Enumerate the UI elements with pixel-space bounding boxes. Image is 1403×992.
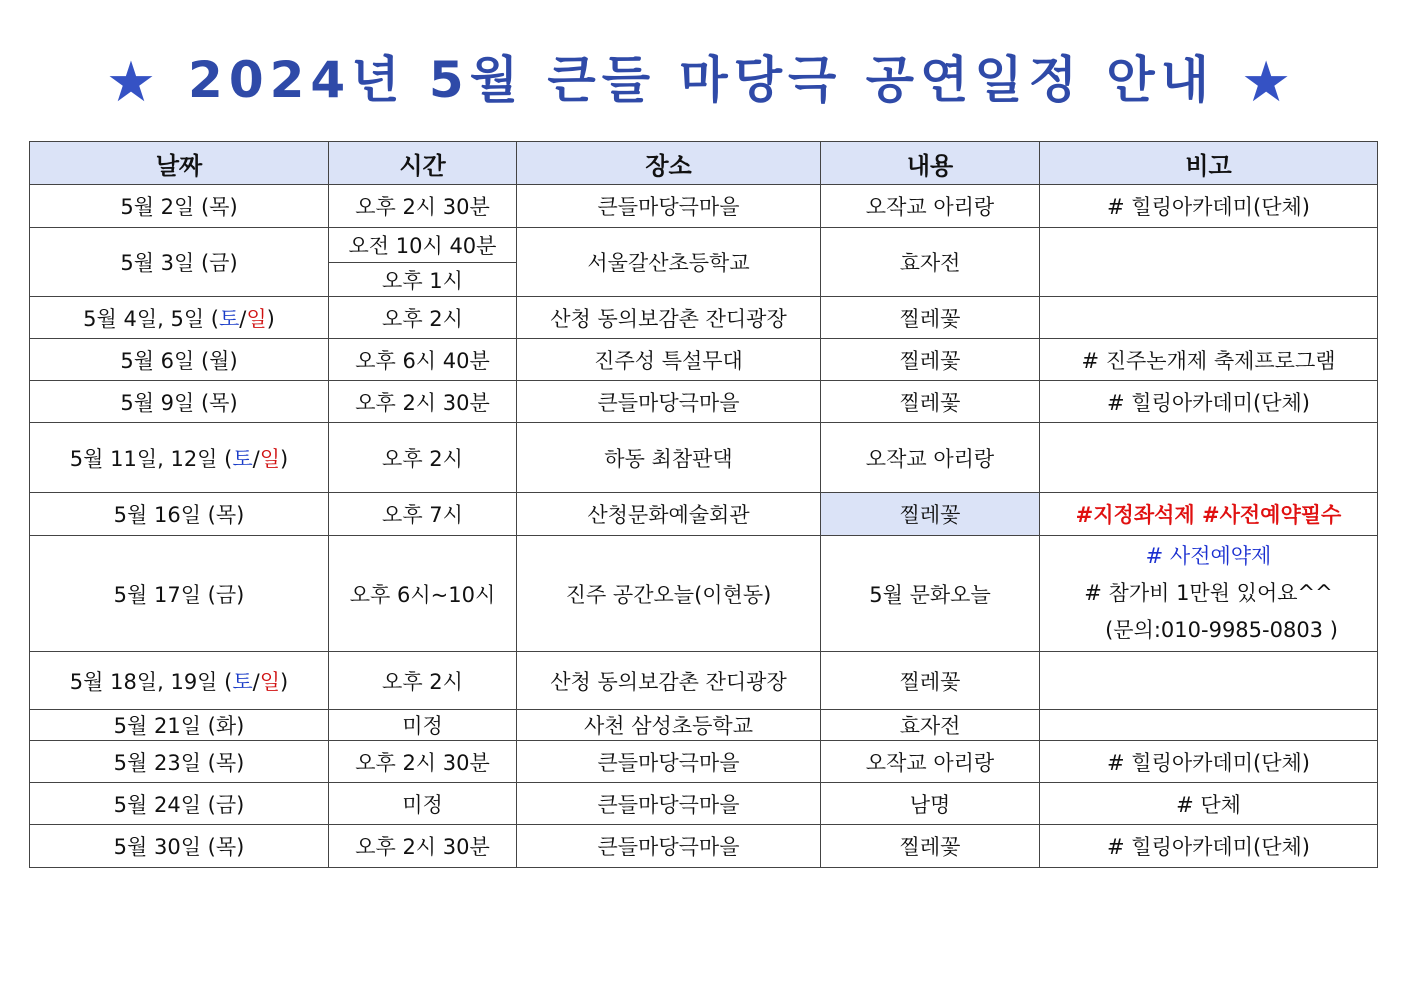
cell-place: 큰들마당극마을 (517, 741, 821, 783)
cell-time: 오후 2시 30분 (329, 381, 517, 423)
header-row (30, 142, 1378, 185)
table-row (30, 339, 1378, 381)
date-slash: / (252, 446, 260, 471)
table-row (30, 493, 1378, 536)
table-row (30, 783, 1378, 825)
cell-content: 오작교 아리랑 (821, 423, 1040, 493)
cell-date: 5월 16일 (목) (30, 493, 329, 536)
table-row (30, 297, 1378, 339)
table-row (30, 652, 1378, 710)
cell-note: # 힐링아카데미(단체) (1040, 741, 1378, 783)
cell-time: 오후 1시 (329, 263, 517, 297)
cell-time: 미정 (329, 710, 517, 741)
header-note: 비고 (1040, 142, 1378, 185)
table-row (30, 228, 1378, 263)
cell-time: 오전 10시 40분 (329, 228, 517, 263)
date-close: ) (280, 669, 289, 694)
cell-note: # 진주논개제 축제프로그램 (1040, 339, 1378, 381)
date-close: ) (280, 446, 289, 471)
cell-content: 찔레꽃 (821, 297, 1040, 339)
cell-time: 오후 2시 30분 (329, 741, 517, 783)
header-content: 내용 (821, 142, 1040, 185)
cell-note: # 힐링아카데미(단체) (1040, 381, 1378, 423)
cell-content: 남명 (821, 783, 1040, 825)
saturday-mark: 토 (232, 446, 253, 471)
sunday-mark: 일 (259, 446, 281, 471)
page-title (0, 40, 1403, 115)
cell-place: 하동 최참판댁 (517, 423, 821, 493)
cell-time: 오후 7시 (329, 493, 517, 536)
schedule-table (29, 141, 1378, 868)
cell-content: 찔레꽃 (821, 339, 1040, 381)
cell-note: # 단체 (1040, 783, 1378, 825)
cell-date: 5월 21일 (화) (30, 710, 329, 741)
table-row (30, 423, 1378, 493)
cell-note (1040, 228, 1378, 297)
table-row (30, 381, 1378, 423)
cell-note (1040, 710, 1378, 741)
cell-note: #지정좌석제 #사전예약필수 (1040, 493, 1378, 536)
cell-content: 효자전 (821, 710, 1040, 741)
cell-content: 찔레꽃 (821, 652, 1040, 710)
cell-date: 5월 6일 (월) (30, 339, 329, 381)
table-row (30, 741, 1378, 783)
cell-content: 찔레꽃 (821, 381, 1040, 423)
star-icon-right: ★ (1240, 50, 1298, 115)
cell-place: 진주성 특설무대 (517, 339, 821, 381)
cell-time: 오후 6시 40분 (329, 339, 517, 381)
table-row (30, 536, 1378, 652)
cell-place: 진주 공간오늘(이현동) (517, 536, 821, 652)
cell-content: 찔레꽃 (821, 825, 1040, 868)
date-slash: / (252, 669, 260, 694)
cell-date (30, 652, 329, 710)
note-line: # 참가비 1만원 있어요^^ (1084, 581, 1333, 605)
cell-date (30, 297, 329, 339)
date-text: 5월 4일, 5일 ( (83, 306, 219, 331)
cell-time: 미정 (329, 783, 517, 825)
cell-date (30, 423, 329, 493)
cell-time: 오후 2시 (329, 423, 517, 493)
header-date: 날짜 (30, 142, 329, 185)
saturday-mark: 토 (232, 669, 253, 694)
sunday-mark: 일 (259, 669, 281, 694)
note-line: (문의:010-9985-0803 ) (1105, 618, 1338, 642)
cell-content: 5월 문화오늘 (821, 536, 1040, 652)
date-close: ) (266, 306, 275, 331)
header-time: 시간 (329, 142, 517, 185)
cell-place: 큰들마당극마을 (517, 381, 821, 423)
cell-date: 5월 17일 (금) (30, 536, 329, 652)
cell-note (1040, 423, 1378, 493)
cell-content: 찔레꽃 (821, 493, 1040, 536)
cell-note: # 힐링아카데미(단체) (1040, 825, 1378, 868)
cell-place: 큰들마당극마을 (517, 825, 821, 868)
cell-note (1040, 297, 1378, 339)
cell-content: 오작교 아리랑 (821, 185, 1040, 228)
cell-place: 산청 동의보감촌 잔디광장 (517, 652, 821, 710)
cell-place: 산청 동의보감촌 잔디광장 (517, 297, 821, 339)
date-text: 5월 11일, 12일 ( (69, 446, 233, 471)
cell-note (1040, 652, 1378, 710)
title-text: 2024년 5월 큰들 마당극 공연일정 안내 (188, 51, 1215, 109)
cell-place: 산청문화예술회관 (517, 493, 821, 536)
cell-time: 오후 2시 30분 (329, 825, 517, 868)
cell-date: 5월 3일 (금) (30, 228, 329, 297)
cell-place: 큰들마당극마을 (517, 185, 821, 228)
cell-place: 큰들마당극마을 (517, 783, 821, 825)
star-icon-left: ★ (105, 50, 163, 115)
note-line: # 사전예약제 (1145, 544, 1272, 568)
cell-place: 서울갈산초등학교 (517, 228, 821, 297)
cell-date: 5월 2일 (목) (30, 185, 329, 228)
header-place: 장소 (517, 142, 821, 185)
table-row (30, 825, 1378, 868)
cell-time: 오후 2시 30분 (329, 185, 517, 228)
saturday-mark: 토 (218, 306, 240, 331)
date-slash: / (239, 306, 247, 331)
sunday-mark: 일 (246, 306, 267, 331)
table-row (30, 185, 1378, 228)
cell-date: 5월 30일 (목) (30, 825, 329, 868)
cell-note: # 힐링아카데미(단체) (1040, 185, 1378, 228)
table-row (30, 710, 1378, 741)
date-text: 5월 18일, 19일 ( (69, 669, 233, 694)
cell-note (1040, 536, 1378, 652)
cell-date: 5월 9일 (목) (30, 381, 329, 423)
cell-place: 사천 삼성초등학교 (517, 710, 821, 741)
cell-time: 오후 6시~10시 (329, 536, 517, 652)
cell-content: 오작교 아리랑 (821, 741, 1040, 783)
cell-time: 오후 2시 (329, 652, 517, 710)
cell-date: 5월 24일 (금) (30, 783, 329, 825)
cell-content: 효자전 (821, 228, 1040, 297)
cell-date: 5월 23일 (목) (30, 741, 329, 783)
cell-time: 오후 2시 (329, 297, 517, 339)
